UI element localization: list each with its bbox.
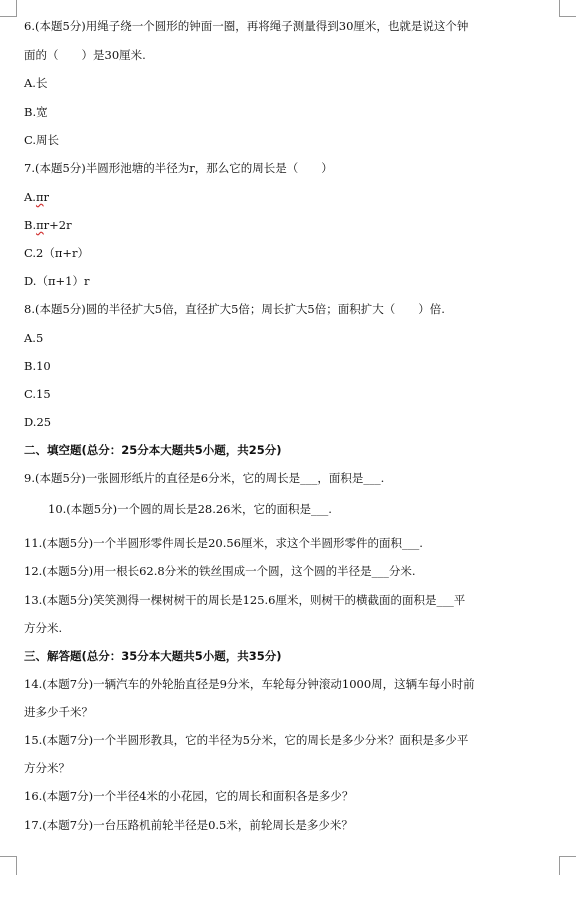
question-6-option-c: C.周长 <box>24 133 60 147</box>
question-6-option-b: B.宽 <box>24 105 48 119</box>
option-b-prefix: B. <box>24 218 37 232</box>
question-9: 9.(本题5分)一张圆形纸片的直径是6分米，它的周长是___，面积是___. <box>24 471 385 485</box>
section-answer-heading: 三、解答题(总分：35分本大题共5小题，共35分) <box>24 649 282 663</box>
question-7-option-b <box>24 216 556 234</box>
crop-mark-top-right <box>559 0 576 17</box>
question-15-line-2: 方分米？ <box>24 761 70 775</box>
crop-mark-bottom-left <box>0 856 17 875</box>
pi-symbol: π <box>35 190 44 204</box>
section-fill-in-heading: 二、填空题(总分：25分本大题共5小题，共25分) <box>24 443 282 457</box>
question-8: 8.(本题5分)圆的半径扩大5倍，直径扩大5倍；周长扩大5倍；面积扩大（ ）倍. <box>24 302 445 316</box>
question-7-option-c: C.2（π+r） <box>24 246 90 260</box>
question-8-option-d: D.25 <box>24 415 52 429</box>
question-7-option-d: D.（π+1）r <box>24 274 90 288</box>
question-6-option-a: A.长 <box>24 76 48 90</box>
question-11: 11.(本题5分)一个半圆形零件周长是20.56厘米，求这个半圆形零件的面积___. <box>24 536 423 550</box>
question-8-option-b: B.10 <box>24 359 51 373</box>
pi-symbol: π <box>36 218 44 232</box>
question-12: 12.(本题5分)用一根长62.8分米的铁丝围成一个圆，这个圆的半径是___分米. <box>24 564 416 578</box>
question-17: 17.(本题7分)一台压路机前轮半径是0.5米，前轮周长是多少米？ <box>24 818 353 832</box>
crop-mark-top-left <box>0 0 17 17</box>
question-16: 16.(本题7分)一个半径4米的小花园，它的周长和面积各是多少？ <box>24 789 354 803</box>
question-14-line-2: 进多少千米？ <box>24 705 93 719</box>
question-8-option-a: A.5 <box>24 331 44 345</box>
question-6-line-1: 6.(本题5分)用绳子绕一个圆形的钟面一圈，再将绳子测量得到30厘米，也就是说这个钟 <box>24 19 469 33</box>
question-7-option-a <box>24 188 556 206</box>
option-a-prefix: A. <box>24 190 36 204</box>
question-13-line-1: 13.(本题5分)笑笑测得一棵树树干的周长是125.6厘米，则树干的横截面的面积是___平 <box>24 593 466 607</box>
question-13-line-2: 方分米. <box>24 621 63 635</box>
question-6-line-2: 面的（ ）是30厘米. <box>24 48 146 62</box>
crop-mark-bottom-right <box>559 856 576 875</box>
option-b-suffix: r+2r <box>43 218 72 232</box>
question-15-line-1: 15.(本题7分)一个半圆形教具，它的半径为5分米，它的周长是多少分米？面积是多少平 <box>24 733 469 747</box>
question-10: 10.(本题5分)一个圆的周长是28.26米，它的面积是___. <box>48 502 332 516</box>
question-8-option-c: C.15 <box>24 387 51 401</box>
question-14-line-1: 14.(本题7分)一辆汽车的外轮胎直径是9分米，车轮每分钟滚动1000周，这辆车每小时前 <box>24 677 475 691</box>
option-a-suffix: r <box>43 190 50 204</box>
question-7: 7.(本题5分)半圆形池塘的半径为r，那么它的周长是（ ） <box>24 161 333 175</box>
